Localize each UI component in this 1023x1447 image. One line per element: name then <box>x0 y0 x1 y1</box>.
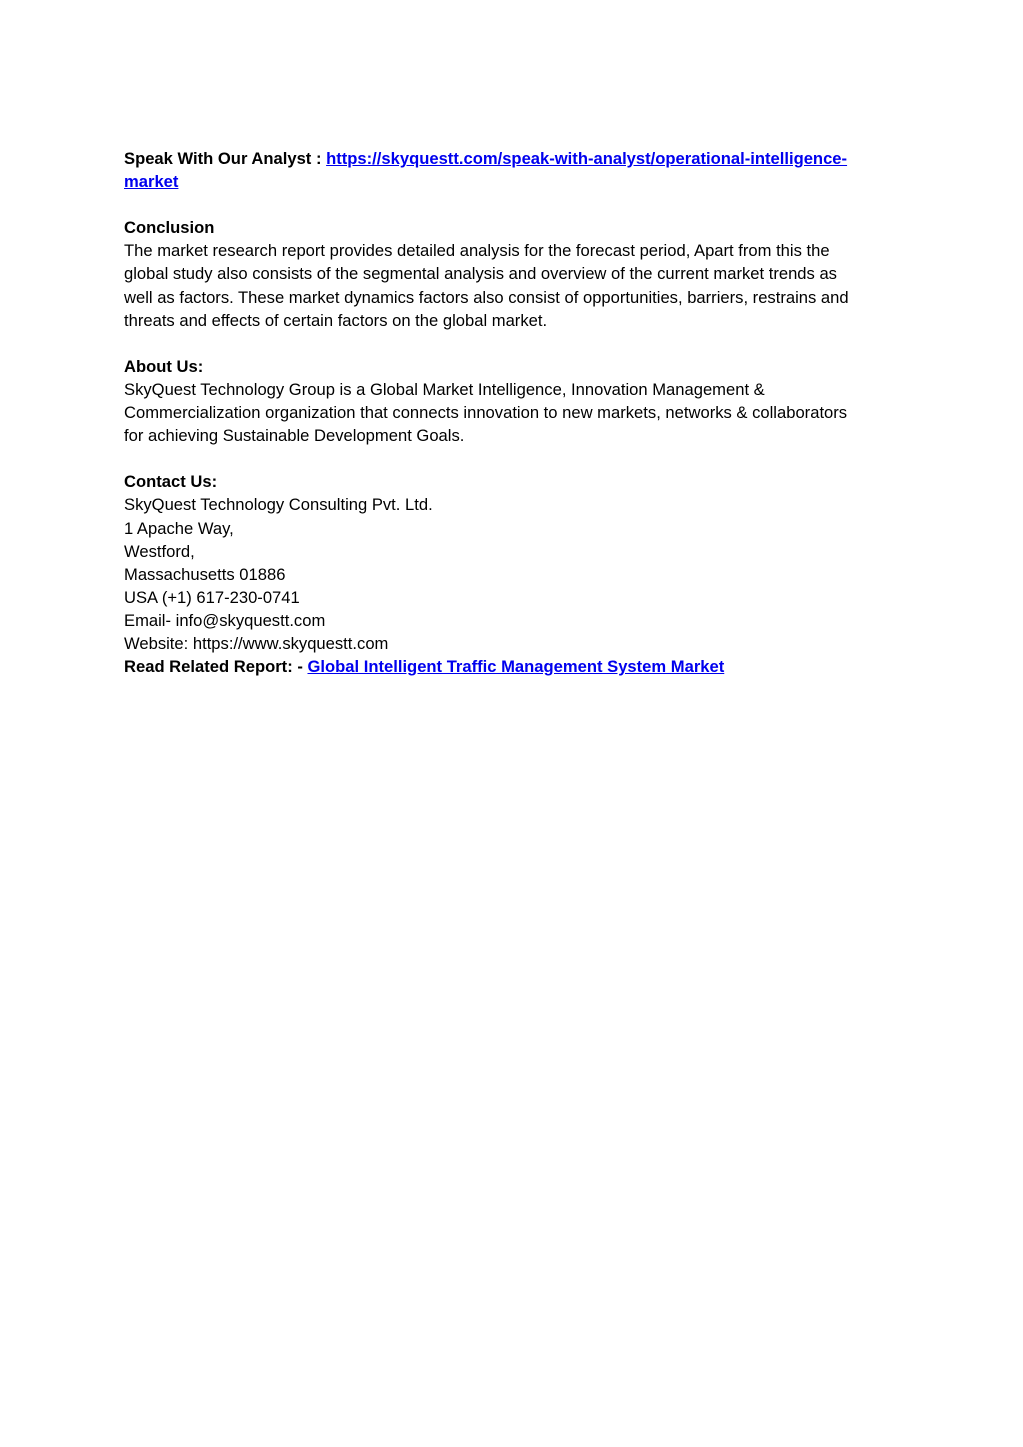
contact-email: Email- info@skyquestt.com <box>124 610 326 630</box>
related-report-link[interactable]: Global Intelligent Traffic Management System Market <box>307 657 725 677</box>
contact-website: Website: https://www.skyquestt.com <box>124 633 389 653</box>
speak-with-analyst-link-continued[interactable]: market <box>124 172 179 192</box>
spacer <box>124 332 904 355</box>
contact-state: Massachusetts 01886 <box>124 564 286 584</box>
contact-company: SkyQuest Technology Consulting Pvt. Ltd. <box>124 495 433 515</box>
contact-phone: USA (+1) 617-230-0741 <box>124 587 300 607</box>
speak-with-analyst-section <box>124 147 904 193</box>
conclusion-text-line: The market research report provides detailed analysis for the forecast period, Apart from this the <box>124 241 830 261</box>
contact-us-heading: Contact Us: <box>124 472 218 492</box>
document-page <box>124 147 904 678</box>
about-us-text-line: SkyQuest Technology Group is a Global Market Intelligence, Innovation Management & <box>124 379 765 399</box>
contact-city: Westford, <box>124 541 195 561</box>
conclusion-text-line: global study also consists of the segmental analysis and overview of the current market trends as <box>124 264 837 284</box>
speak-with-analyst-link[interactable]: https://skyquestt.com/speak-with-analyst/operational-intelligence- <box>326 149 848 168</box>
contact-us-section <box>124 470 904 678</box>
conclusion-heading: Conclusion <box>124 218 215 238</box>
about-us-text-line: for achieving Sustainable Development Goals. <box>124 426 465 446</box>
related-report-label: Read Related Report: - <box>124 657 308 677</box>
conclusion-section <box>124 216 904 331</box>
about-us-heading: About Us: <box>124 356 204 376</box>
spacer <box>124 447 904 470</box>
conclusion-text-line: well as factors. These market dynamics factors also consist of opportunities, barriers, restrains and <box>124 287 849 307</box>
conclusion-text-line: threats and effects of certain factors on the global market. <box>124 310 548 330</box>
about-us-section <box>124 355 904 447</box>
spacer <box>124 193 904 216</box>
about-us-text-line: Commercialization organization that connects innovation to new markets, networks & collaborators <box>124 403 848 423</box>
contact-address: 1 Apache Way, <box>124 518 234 538</box>
speak-with-analyst-label: Speak With Our Analyst : <box>124 149 327 168</box>
